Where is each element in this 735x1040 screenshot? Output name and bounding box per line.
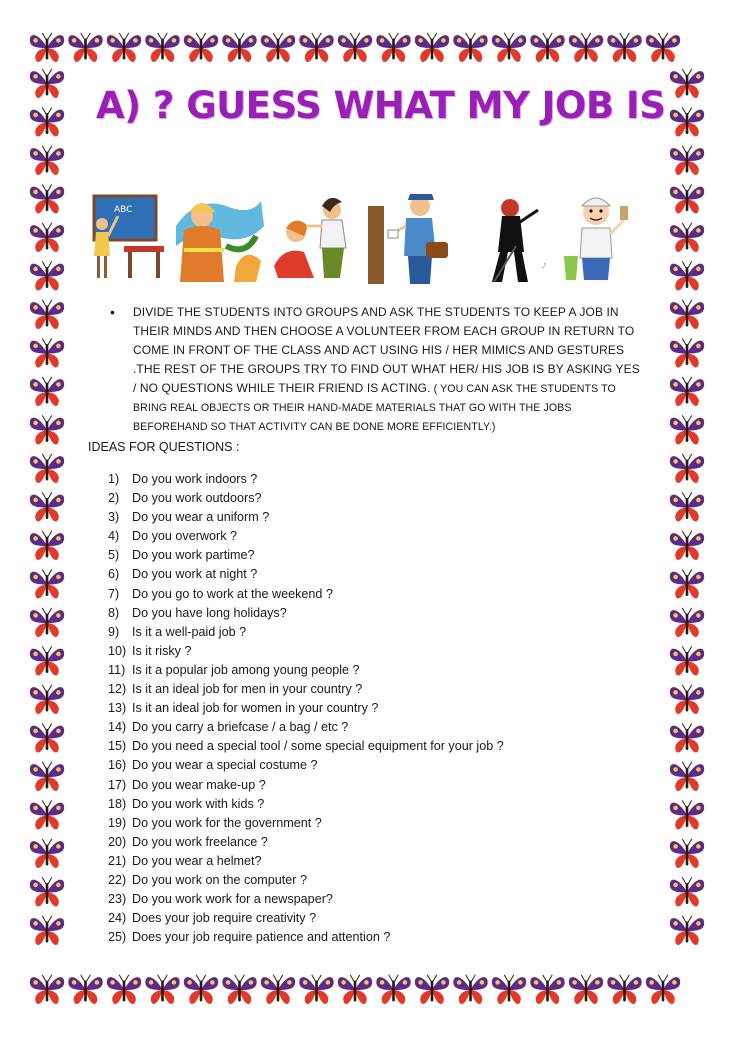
border-top	[28, 30, 708, 68]
question-number: 20)	[108, 834, 127, 849]
question-text: Do you need a special tool / some special equipment for your job ?	[132, 739, 504, 754]
question-text: Is it a well-paid job ?	[132, 624, 247, 639]
question-text: Do you wear make-up ?	[132, 777, 266, 792]
question-text: Do you work freelance ?	[132, 834, 268, 849]
question-text: Do you work for the government ?	[132, 815, 322, 830]
question-number: 14)	[108, 720, 127, 735]
question-text: Do you overwork ?	[132, 529, 237, 544]
question-item	[108, 890, 648, 909]
question-item	[108, 928, 648, 947]
question-text: Do you wear a uniform ?	[132, 510, 270, 525]
question-text: Does your job require patience and attention ?	[132, 930, 391, 945]
question-item	[108, 585, 648, 604]
question-item	[108, 470, 648, 489]
border-right	[668, 66, 708, 974]
question-number: 9)	[108, 624, 120, 639]
question-item	[108, 756, 648, 775]
instructions-main: DIVIDE THE STUDENTS INTO GROUPS AND ASK THE STUDENTS TO KEEP A JOB IN THEIR MINDS AND THEN CHOOSE A VOLUNTEER FROM EACH GROUP IN RETURN TO COME IN FRONT OF THE CLASS AND ACT USING HIS / HER MIMICS AND GESTURES .THE REST OF THE GROUPS TRY TO FIND OUT WHAT HER/ HIS JOB IS BY ASKING YES / NO QUESTIONS WHILE THEIR FRIEND IS ACTING.	[133, 305, 640, 395]
bullet-icon: •	[110, 304, 115, 320]
singer-icon	[492, 199, 546, 282]
question-text: Do you have long holidays?	[132, 605, 287, 620]
question-text: Do you wear a helmet?	[132, 853, 262, 868]
question-item	[108, 871, 648, 890]
question-item	[108, 699, 648, 718]
question-item	[108, 508, 648, 527]
question-number: 2)	[108, 491, 120, 506]
question-item	[108, 565, 648, 584]
instructions-note: ( YOU CAN ASK THE STUDENTS TO BRING REAL OBJECTS OR THEIR HAND-MADE MATERIALS THAT GO WITH THE JOBS BEFOREHAND SO THAT ACTIVITY CAN BE DONE MORE EFFICIENTLY.)	[133, 383, 616, 433]
question-item	[108, 909, 648, 928]
question-item	[108, 852, 648, 871]
question-item	[108, 527, 648, 546]
question-text: Do you work indoors ?	[132, 472, 258, 486]
job-illustrations	[84, 186, 644, 288]
question-number: 10)	[108, 643, 127, 658]
question-item	[108, 795, 648, 814]
question-text: Do you work work for a newspaper?	[132, 892, 333, 907]
question-text: Do you work outdoors?	[132, 491, 262, 506]
question-item	[108, 776, 648, 795]
question-text: Do you carry a briefcase / a bag / etc ?	[132, 720, 349, 735]
question-item	[108, 604, 648, 623]
question-number: 19)	[108, 815, 127, 830]
question-item	[108, 680, 648, 699]
svg-text:ABC: ABC	[114, 205, 133, 215]
question-item	[108, 489, 648, 508]
question-text: Do you work at night ?	[132, 567, 258, 582]
question-number: 11)	[108, 662, 126, 677]
question-item	[108, 718, 648, 737]
butterfly-border-icon	[28, 972, 708, 1010]
instructions	[110, 303, 642, 436]
question-text: Is it an ideal job for men in your country ?	[132, 682, 363, 697]
question-number: 24)	[108, 911, 127, 926]
question-number: 15)	[108, 739, 127, 754]
question-number: 21)	[108, 853, 127, 868]
question-number: 7)	[108, 586, 120, 601]
question-text: Is it risky ?	[132, 643, 192, 658]
question-number: 4)	[108, 529, 120, 544]
question-number: 23)	[108, 892, 127, 907]
question-number: 5)	[108, 548, 120, 563]
question-number: 1)	[108, 472, 120, 486]
question-number: 6)	[108, 567, 120, 582]
question-text: Do you work on the computer ?	[132, 872, 308, 887]
ideas-heading: IDEAS FOR QUESTIONS :	[88, 440, 240, 454]
question-text: Do you work with kids ?	[132, 796, 265, 811]
question-number: 13)	[108, 701, 127, 716]
question-item	[108, 642, 648, 661]
questions-list	[108, 470, 648, 947]
page-title: A) ? GUESS WHAT MY JOB IS	[96, 84, 666, 127]
question-text: Do you wear a special costume ?	[132, 758, 318, 773]
svg-text:♪: ♪	[542, 262, 547, 270]
question-number: 12)	[108, 682, 127, 697]
question-text: Do you go to work at the weekend ?	[132, 586, 333, 601]
question-item	[108, 737, 648, 756]
hairdresser-icon	[274, 198, 346, 278]
question-number: 25)	[108, 930, 127, 945]
instructions-text	[133, 303, 642, 436]
teacher-icon	[94, 196, 164, 278]
border-left	[28, 66, 68, 974]
postman-icon	[368, 194, 448, 284]
butterfly-border-icon	[668, 66, 708, 974]
question-text: Does your job require creativity ?	[132, 911, 317, 926]
question-item	[108, 546, 648, 565]
butterfly-border-icon	[28, 66, 68, 974]
question-text: Is it a popular job among young people ?	[132, 662, 360, 677]
question-number: 18)	[108, 796, 127, 811]
question-item	[108, 814, 648, 833]
question-text: Do you work partime?	[132, 548, 255, 563]
question-number: 16)	[108, 758, 127, 773]
firefighter-icon	[176, 201, 264, 282]
question-item	[108, 833, 648, 852]
border-bottom	[28, 972, 708, 1010]
question-number: 3)	[108, 510, 120, 525]
question-item	[108, 661, 648, 680]
painter-icon	[564, 198, 628, 280]
question-item	[108, 623, 648, 642]
question-number: 8)	[108, 605, 120, 620]
butterfly-border-icon	[28, 30, 708, 68]
question-text: Is it an ideal job for women in your country ?	[132, 701, 379, 716]
question-number: 17)	[108, 777, 127, 792]
question-number: 22)	[108, 872, 127, 887]
